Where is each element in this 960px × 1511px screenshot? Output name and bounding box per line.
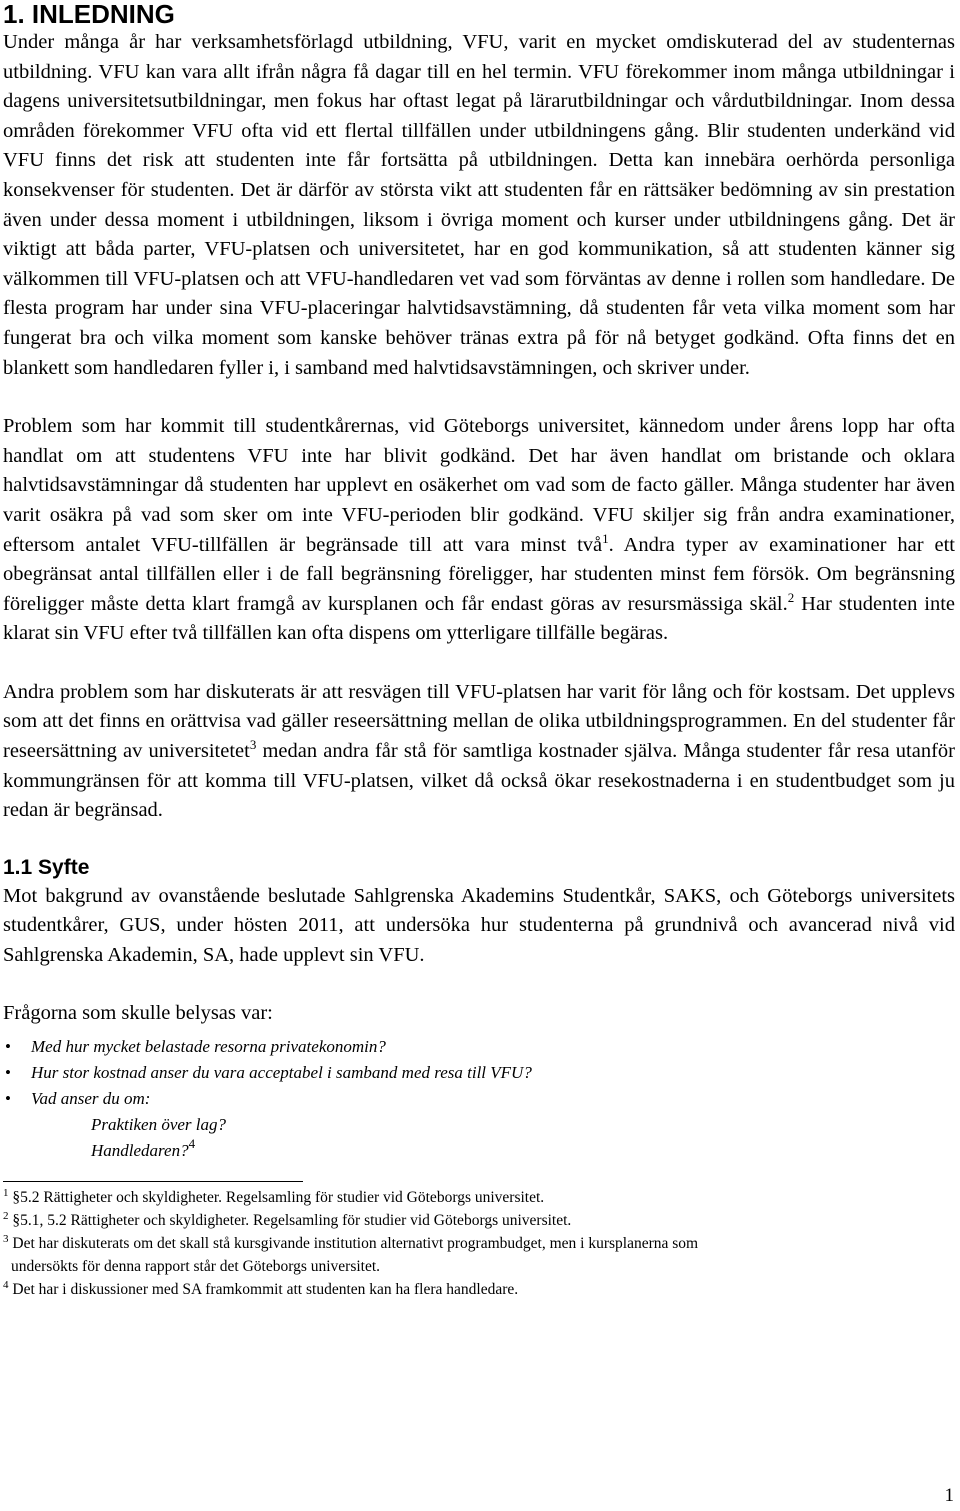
page-number: 1 [944, 1485, 954, 1506]
paragraph-text: Problem som har kommit till studentkårernas, vid Göteborgs universitet, kännedom under årens lopp har ofta handlat om att studentens VFU inte har blivit godkänd. Det har även handlat om bristande och oklara halvtidsavstämningar då studenten har upplevt en osäkerhet om vad som de facto gäller. Många studenter har även varit osäkra på vad som sker om inte VFU-perioden blir godkänd. VFU skiljer sig från andra examinationer, eftersom antalet VFU-tillfällen är begränsade till att vara minst två [3, 415, 955, 556]
paragraph-text: . Andra typer av examinationer har ett obegränsat antal tillfällen eller i de fall begränsning föreligger, har studenten minst fem försök. Om begränsning föreligger måste detta klart framgå av kursplanen och får endast göras av resursmässiga skäl. [3, 533, 955, 615]
section-heading: 1.1 Syfte [3, 855, 90, 879]
footnote-ref-1[interactable]: 1 [602, 530, 609, 546]
footnote-ref-3[interactable]: 3 [249, 737, 257, 753]
bullet-icon: • [5, 1037, 11, 1057]
paragraph-text: medan andra får stå för samtliga kostnader själva. Många studenter får resa utanför kommungränsen för att komma till VFU-platsen, vilket då också ökar resekostnaderna i en studentbudget som ju redan är begränsad. [3, 740, 955, 822]
question-list [3, 1034, 955, 1112]
footnote-ref-4[interactable]: 4 [188, 1136, 196, 1152]
paragraph-problems [3, 412, 955, 649]
footnote-1: $^1$ §5.2 Rättigheter och skyldigheter. Regelsamling för studier vid Göteborgs universitet. [3, 1187, 545, 1207]
paragraph-text: Andra problem som har diskuterats är att resvägen till VFU-platsen har varit för lång och för kostsam. Det upplevs som att det finns en orättvisa vad gäller reseersättning mellan de olika utbildningsprogrammen. En del studenter får reseersättning av universitetet [3, 680, 955, 763]
bullet-icon: • [5, 1089, 11, 1109]
questions-intro: Frågorna som skulle belysas var: [3, 1001, 273, 1024]
list-item: • Hur stor kostnad anser du vara acceptabel i samband med resa till VFU? [3, 1060, 955, 1086]
sub-question: Praktiken över lag? [91, 1115, 227, 1135]
footnote-ref-2[interactable]: 2 [787, 589, 795, 605]
document-page [3, 0, 955, 1301]
chapter-heading: 1. INLEDNING [3, 0, 175, 29]
sub-question: Handledaren?$^4$ [91, 1136, 196, 1161]
paragraph-travel [3, 678, 955, 826]
paragraph-intro: Under många år har verksamhetsförlagd utbildning, VFU, varit en mycket omdiskuterad del av studenternas utbildning. VFU kan vara allt ifrån några få dagar till en hel termin. VFU förekommer inom många utbildningar i dagens universitetsutbildningar, men fokus har oftast legat på lärarutbildningar och vårdutbildningar. Inom dessa områden förekommer VFU ofta vid ett flertal tillfällen under utbildningens gång. Blir studenten underkänd vid VFU finns det risk att studenten inte får fortsätta på utbildningen. Detta kan innebära oerhörda personliga konsekvenser för studenten. Det är därför av största vikt att studenten får en rättsäker bedömning av sin prestation även under dessa moment i utbildningen, liksom i övriga moment och kurser under utbildningens gång. Det är viktigt att båda parter, VFU-platsen och universitetet, har en god kommunikation, så att studenten känner sig välkommen till VFU-platsen och att VFU-handledaren vet vad som förväntas av denne i rollen som handledare. De flesta program har under sina VFU-placeringar halvtidsavstämning, då studenten får veta vilka moment som har fungerat bra och vilka moment som kanske behöver tränas extra på för nå betyget godkänd. Ofta finns det en blankett som handledaren fyller i, i samband med halvtidsavstämningen, och skriver under. [3, 31, 955, 379]
list-item: • Med hur mycket belastade resorna privatekonomin? [3, 1034, 955, 1060]
footnote-2: $^2$ §5.1, 5.2 Rättigheter och skyldigheter. Regelsamling för studier vid Göteborgs universitet. [3, 1210, 572, 1230]
bullet-icon: • [5, 1063, 11, 1083]
footnote-divider [3, 1181, 303, 1182]
paragraph-purpose: Mot bakgrund av ovanstående beslutade Sahlgrenska Akademins Studentkår, SAKS, och Göteborgs universitets studentkårer, GUS, under hösten 2011, att undersöka hur studenterna på grundnivå och avancerad nivå vid Sahlgrenska Akademin, SA, hade upplevt sin VFU. [3, 884, 955, 967]
footnote-3-continued: undersökts för denna rapport står det Göteborgs universitet. [11, 1258, 381, 1276]
paragraph-text: Har studenten inte klarat sin VFU efter två tillfällen kan ofta dispens om ytterligare tillfälle begäras. [3, 592, 955, 645]
footnote-3: $^3$ Det har diskuterats om det skall stå kursgivande institution alternativt programbudget, men i kursplanerna som [3, 1233, 699, 1253]
footnote-4: $^4$ Det har i diskussioner med SA framkommit att studenten kan ha flera handledare. [3, 1279, 519, 1299]
list-item: • Vad anser du om: [3, 1086, 955, 1112]
